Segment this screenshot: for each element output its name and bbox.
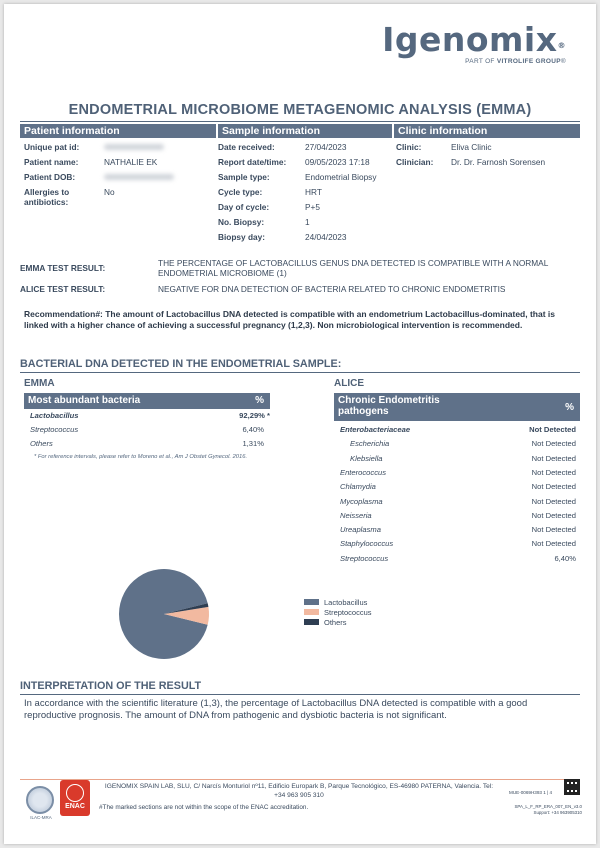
cycle-type-label: Cycle type: — [218, 187, 263, 197]
pathogen-result: 6,40% — [554, 553, 576, 563]
emma-result-label: EMMA TEST RESULT: — [20, 263, 106, 273]
patient-dob-value — [104, 172, 174, 182]
alice-col-name-2: pathogens — [338, 406, 389, 417]
allergies-label-2: antibiotics: — [24, 197, 69, 207]
alice-col-name-1: Chronic Endometritis — [338, 395, 440, 406]
legend-label: Lactobacillus — [324, 598, 368, 607]
redacted-mark — [104, 144, 164, 150]
bacteria-pct: 1,31% — [242, 439, 264, 448]
emma-subtitle: EMMA — [24, 378, 55, 389]
alice-result-label: ALICE TEST RESULT: — [20, 284, 106, 294]
alice-test-result — [20, 284, 580, 296]
table-row — [340, 525, 576, 535]
pathogen-result: Not Detected — [531, 482, 576, 492]
bacterial-divider — [20, 372, 580, 373]
logo-tag-prefix: PART OF — [465, 58, 497, 65]
pathogen-result: Not Detected — [529, 425, 576, 434]
pathogen-name: Enterobacteriaceae — [340, 425, 411, 434]
bacteria-pct: 92,29% * — [239, 411, 270, 420]
title-divider — [20, 121, 580, 122]
day-of-cycle-label: Day of cycle: — [218, 202, 270, 212]
pathogen-result: Not Detected — [531, 525, 576, 535]
form-code: SPA_L_F_RP_ERA_007_EN_v3.0 — [514, 804, 582, 809]
emma-col-pct: % — [255, 395, 264, 406]
logo-tagline — [382, 58, 566, 65]
alice-col-pct: % — [565, 402, 574, 413]
table-row — [340, 425, 576, 435]
biopsy-day-value: 24/04/2023 — [305, 232, 347, 242]
bacterial-dna-title: BACTERIAL DNA DETECTED IN THE ENDOMETRIAL SAMPLE: — [20, 358, 342, 370]
footer-address: IGENOMIX SPAIN LAB, SLU, C/ Narcís Monturiol nº11, Edificio Europark B, Parque Tecnológico, ES-46980 PATERNA, Valencia. Tel: +34 963 905 310 — [104, 783, 494, 799]
legend-item — [304, 608, 372, 618]
allergies-value: No — [104, 187, 115, 197]
patient-name-label: Patient name: — [24, 157, 79, 167]
report-page — [4, 4, 596, 844]
sample-type-value: Endometrial Biopsy — [305, 172, 377, 182]
report-date-label: Report date/time: — [218, 157, 287, 167]
patient-id-value — [104, 142, 164, 152]
logo-word: Igenomix — [382, 20, 558, 59]
legend-item — [304, 618, 372, 628]
logo-tag-reg: ® — [560, 58, 566, 65]
bacteria-name: Streptococcus — [30, 425, 79, 434]
clinician-label: Clinician: — [396, 157, 434, 167]
table-row — [30, 439, 264, 449]
interpretation-text: In accordance with the scientific literature (1,3), the percentage of Lactobacillus DNA detected is compatible with a good reproductive prognosis. The amount of DNA from pathogenic and dysbiotic bacteria is not significant. — [24, 698, 528, 721]
report-title: ENDOMETRIAL MICROBIOME METAGENOMIC ANALYSIS (EMMA) — [68, 102, 532, 118]
emma-table-header — [24, 393, 270, 409]
redacted-mark — [104, 174, 174, 180]
qr-code-icon — [564, 779, 580, 795]
table-row — [340, 511, 576, 521]
recommendation-text: Recommendation#: The amount of Lactobacillus DNA detected is compatible with an endometrium Lactobacillus-dominated, that is linked with a higher chance of achieving a successful pregnancy (1,2,3). Non microbiological intervention is recommended. — [24, 309, 556, 330]
pathogen-name: Escherichia — [350, 439, 390, 449]
patient-dob-label: Patient DOB: — [24, 172, 76, 182]
pathogen-name: Ureaplasma — [340, 525, 381, 535]
bacteria-pie-chart — [114, 564, 214, 664]
emma-col-name: Most abundant bacteria — [28, 395, 141, 406]
pathogen-name: Neisseria — [340, 510, 372, 520]
emma-result-value: THE PERCENTAGE OF LACTOBACILLUS GENUS DNA DETECTED IS COMPATIBLE WITH A NORMAL ENDOMETRIAL MICROBIOME (1) — [158, 258, 549, 278]
enac-seal — [60, 780, 90, 816]
pathogen-result: Not Detected — [531, 439, 576, 449]
table-row — [30, 411, 270, 421]
day-of-cycle-value: P+5 — [305, 202, 320, 212]
ilac-mra-label: ILAC-MRA — [30, 815, 52, 820]
clinic-label: Clinic: — [396, 142, 422, 152]
pathogen-name: Chlamydia — [340, 482, 376, 492]
support-phone: Support: +34 963905310 — [533, 809, 582, 815]
emma-test-result — [20, 258, 580, 282]
clinician-value: Dr. Dr. Farnosh Sorensen — [451, 157, 546, 167]
bacteria-pct: 6,40% — [242, 425, 264, 434]
table-row — [340, 554, 576, 564]
pathogen-result: Not Detected — [531, 510, 576, 520]
table-row — [350, 454, 576, 464]
alice-table-header — [334, 393, 580, 421]
sample-info-header: Sample information — [218, 124, 392, 138]
date-received-label: Date received: — [218, 142, 275, 152]
logo-tag-brand: VITROLIFE GROUP — [496, 58, 561, 65]
sample-type-label: Sample type: — [218, 172, 270, 182]
pathogen-name: Klebsiella — [350, 453, 383, 463]
legend-item — [304, 598, 372, 608]
ilac-mra-seal — [26, 786, 54, 814]
legend-swatch — [304, 609, 319, 615]
report-date-value: 09/05/2023 17:18 — [305, 157, 370, 167]
alice-subtitle: ALICE — [334, 378, 364, 389]
table-row — [350, 439, 576, 449]
igenomix-logo — [382, 22, 566, 65]
patient-name-value: NATHALIE EK — [104, 157, 158, 167]
interpretation-title: INTERPRETATION OF THE RESULT — [20, 680, 202, 692]
clinic-value: Eliva Clinic — [451, 142, 492, 152]
pathogen-result: Not Detected — [531, 496, 576, 506]
logo-reg-mark: ® — [557, 41, 566, 50]
interpretation-divider — [20, 694, 580, 695]
table-row — [340, 468, 576, 478]
pathogen-name: Streptococcus — [340, 553, 389, 563]
document-code: MUE-0069H393 1 | 4 — [509, 790, 553, 795]
patient-id-label: Unique pat id: — [24, 142, 80, 152]
date-received-value: 27/04/2023 — [305, 142, 347, 152]
legend-label: Streptococcus — [324, 608, 372, 617]
legend-swatch — [304, 619, 319, 625]
no-biopsy-label: No. Biopsy: — [218, 217, 265, 227]
footer-note: #The marked sections are not within the scope of the ENAC accreditation. — [99, 804, 309, 811]
patient-info-header: Patient information — [20, 124, 216, 138]
cycle-type-value: HRT — [305, 187, 322, 197]
legend-swatch — [304, 599, 319, 605]
table-row — [340, 539, 576, 549]
bacteria-name: Lactobacillus — [30, 411, 79, 420]
allergies-label: Allergies to — [24, 187, 70, 197]
footer-divider — [20, 779, 580, 780]
no-biopsy-value: 1 — [305, 217, 310, 227]
pathogen-result: Not Detected — [531, 453, 576, 463]
bacteria-name: Others — [30, 439, 53, 448]
footer-codes — [512, 804, 582, 815]
pie-legend — [304, 598, 372, 628]
pathogen-result: Not Detected — [531, 467, 576, 477]
biopsy-day-label: Biopsy day: — [218, 232, 266, 242]
pathogen-name: Enterococcus — [340, 467, 387, 477]
table-row — [30, 425, 264, 435]
pathogen-result: Not Detected — [531, 539, 576, 549]
legend-label: Others — [324, 618, 347, 627]
table-row — [340, 497, 576, 507]
enac-circle — [66, 784, 84, 802]
alice-result-value: NEGATIVE FOR DNA DETECTION OF BACTERIA RELATED TO CHRONIC ENDOMETRITIS — [158, 284, 506, 294]
enac-label: ENAC — [65, 803, 85, 810]
reference-note: * For reference intervals, please refer to Moreno et al., Am J Obstet Gynecol. 2016. — [34, 454, 248, 460]
pathogen-name: Mycoplasma — [340, 496, 383, 506]
clinic-info-header: Clinic information — [394, 124, 580, 138]
pathogen-name: Staphylococcus — [340, 539, 394, 549]
table-row — [340, 482, 576, 492]
